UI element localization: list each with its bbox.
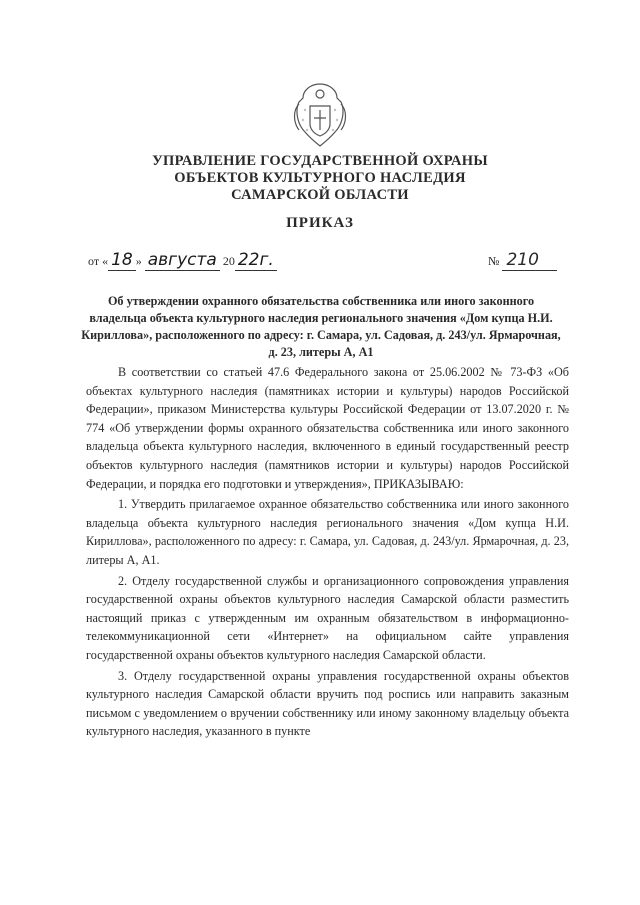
number-value: 210	[502, 250, 556, 271]
order-item-2: 2. Отделу государственной службы и организационного сопровождения управления государственной охраны объектов культурного наследия Самарской области разместить настоящий приказ с утвержденным им охранным обязательством в информационно-телекоммуникационной сети «Интернет» на официальном сайте управления государственной охраны объектов культурного наследия Самарской области.	[86, 573, 569, 662]
order-body	[86, 363, 569, 743]
date-mid: »	[135, 254, 142, 268]
date-year: 22г.	[235, 250, 277, 271]
order-date	[88, 250, 277, 270]
order-item-1: 1. Утвердить прилагаемое охранное обязательство собственника или иного законного владельца объекта культурного наследия регионального значения «Дом купца Н.И. Кириллова», расположенного по адресу: г. Самара, ул. Садовая, д. 243/ул. Ярмарочная, д. 23, литеры А, А1.	[86, 497, 569, 567]
order-subject: Об утверждении охранного обязательства собственника или иного законного владельца объекта культурного наследия регионального значения «Дом купца Н.И. Кириллова», расположенного по адресу: г. Самара, ул. Садовая, д. 243/ул. Ярмарочная, д. 23, литеры А, А1	[81, 294, 561, 359]
date-month: августа	[145, 250, 220, 271]
org-name-line-1: УПРАВЛЕНИЕ ГОСУДАРСТВЕННОЙ ОХРАНЫ	[152, 153, 488, 169]
date-year-prefix: 20	[222, 254, 235, 268]
org-name-line-2: ОБЪЕКТОВ КУЛЬТУРНОГО НАСЛЕДИЯ	[174, 170, 466, 186]
date-day: 18	[108, 250, 136, 271]
order-item-3: 3. Отделу государственной охраны управления государственной охраны объектов культурного наследия Самарской области вручить под роспись или направить заказным письмом с уведомлением о вручении собственнику или иному законному владельцу объекта культурного наследия, указанного в пункте	[86, 668, 569, 739]
preamble-paragraph: В соответствии со статьей 47.6 Федерального закона от 25.06.2002 № 73-ФЗ «Об объектах культурного наследия (памятниках истории и культуры) народов Российской Федерации», приказом Министерства культуры Российской Федерации от 13.07.2020 г. № 774 «Об утверждении формы охранного обязательства собственника или иного законного владельца объекта культурного наследия, включенного в единый государственный реестр объектов культурного наследия (памятников истории и культуры) народов Российской Федерации, и порядка его подготовки и утверждения», ПРИКАЗЫВАЮ:	[86, 365, 569, 491]
date-prefix: от «	[88, 254, 109, 268]
coat-of-arms-icon	[285, 80, 355, 150]
order-number	[488, 250, 557, 270]
org-name-line-3: САМАРСКОЙ ОБЛАСТИ	[231, 187, 409, 203]
document-type: ПРИКАЗ	[286, 215, 354, 231]
number-prefix: №	[488, 254, 500, 268]
